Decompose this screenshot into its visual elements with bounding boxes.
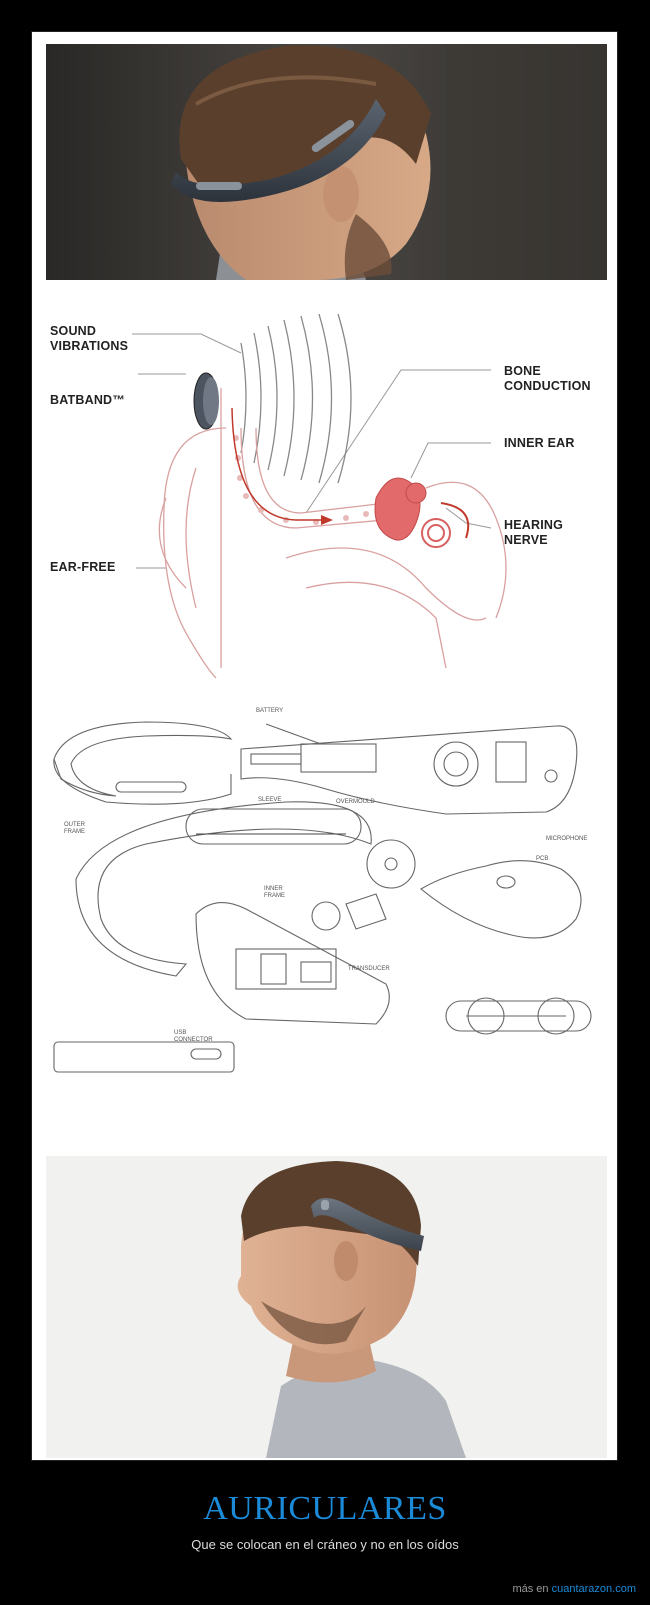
photo-man-wearing-headband-back — [46, 44, 607, 280]
label-outer-frame — [64, 822, 85, 836]
label-batband: BATBAND™ — [50, 393, 125, 407]
label-microphone: MICROPHONE — [546, 836, 588, 842]
bone-conduction-diagram — [46, 288, 607, 680]
label-frame-2: FRAME — [264, 893, 285, 899]
footer-prefix: más en — [512, 1583, 549, 1595]
post-image-frame — [32, 32, 617, 1460]
caption-title: AURICULARES — [203, 1490, 447, 1527]
label-connector: CONNECTOR — [174, 1037, 213, 1043]
label-vibrations: VIBRATIONS — [50, 339, 129, 353]
label-nerve: NERVE — [504, 533, 548, 547]
label-hearing-nerve — [504, 518, 563, 548]
photo-top-illustration — [46, 44, 607, 280]
label-frame: FRAME — [64, 829, 85, 835]
product-design-sketches — [46, 704, 607, 1144]
label-ear-free: EAR-FREE — [50, 560, 116, 574]
footer-source — [512, 1583, 636, 1595]
footer-site-link[interactable]: cuantarazon.com — [551, 1583, 636, 1595]
label-overmould: OVERMOULD — [336, 799, 375, 805]
photo-man-wearing-headband-profile — [46, 1156, 607, 1458]
label-sound-vibrations — [50, 324, 128, 354]
label-sound: SOUND — [50, 324, 97, 338]
label-usb-connector — [174, 1030, 213, 1044]
photo-bottom-illustration — [46, 1156, 607, 1458]
label-outer: OUTER — [64, 822, 85, 828]
label-inner-ear: INNER EAR — [504, 436, 575, 450]
label-bone: BONE — [504, 364, 541, 378]
label-inner: INNER — [264, 886, 283, 892]
caption-subtitle: Que se colocan en el cráneo y no en los oídos — [191, 1537, 459, 1552]
label-battery: BATTERY — [256, 708, 284, 714]
label-sleeve: SLEEVE — [258, 797, 282, 803]
label-transducer: TRANSDUCER — [348, 966, 390, 972]
label-conduction: CONDUCTION — [504, 379, 591, 393]
label-pcb: PCB — [536, 856, 549, 862]
label-bone-conduction — [504, 364, 591, 394]
ear-anatomy-drawing — [46, 288, 607, 680]
label-hearing: HEARING — [504, 518, 564, 532]
sketch-drawing — [46, 704, 607, 1144]
label-inner-frame — [264, 886, 285, 900]
label-usb: USB — [174, 1030, 187, 1036]
